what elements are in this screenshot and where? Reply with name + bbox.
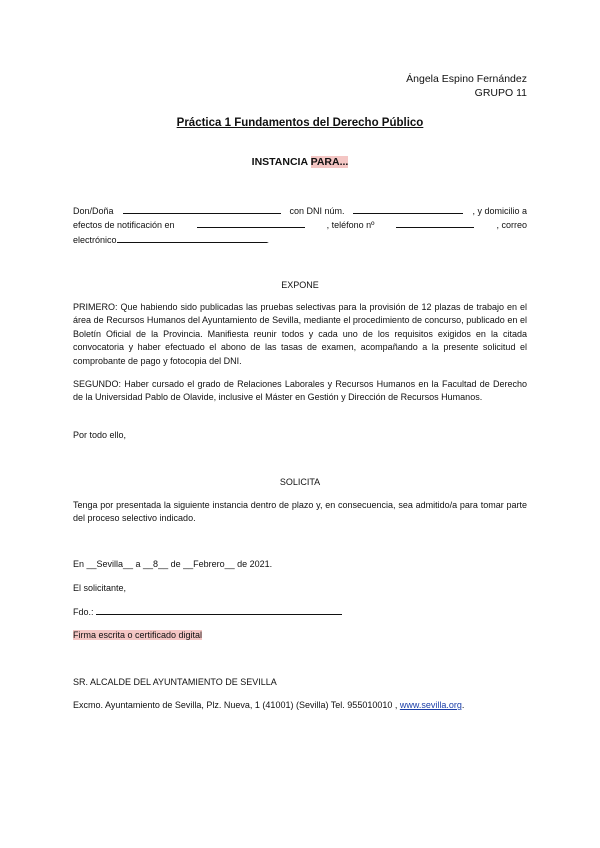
don-dona-label: Don/Doña [73, 206, 114, 216]
author-name: Ángela Espino Fernández [406, 73, 527, 85]
electronico-label: electrónico [73, 234, 117, 245]
document-title: Práctica 1 Fundamentos del Derecho Público [176, 117, 424, 129]
form-row-1 [73, 204, 527, 218]
author-block [300, 72, 527, 100]
solicita-heading: SOLICITA [279, 477, 321, 487]
dni-field[interactable] [353, 204, 463, 214]
solicitante-label: El solicitante, [73, 583, 127, 593]
name-field[interactable] [123, 204, 281, 214]
address-field[interactable] [197, 218, 305, 228]
firma-note: Firma escrita o certificado digital [73, 630, 203, 640]
segundo-paragraph: SEGUNDO: Haber cursado el grado de Relaciones Laborales y Recursos Humanos en la Facultad de Derecho de la Universidad Pablo de Olavide, inclusive el Máster en Gestión y Dirección de Recursos Humanos. [73, 379, 527, 403]
solicita-paragraph: Tenga por presentada la siguiente instancia dentro de plazo y, en consecuencia, sea admitido/a para tomar parte del proceso selectivo indicado. [73, 500, 527, 524]
fdo-row [73, 605, 527, 619]
website-link[interactable]: www.sevilla.org [399, 700, 462, 710]
form-row-2 [73, 218, 527, 232]
form-period: . [266, 234, 270, 245]
form-row-3 [73, 233, 527, 247]
firma-note-wrap [73, 629, 527, 642]
correo-label: , correo [496, 220, 527, 231]
instancia-main: INSTANCIA [251, 156, 311, 168]
date-line: En __Sevilla__ a __8__ de __Febrero__ de 2021. [73, 559, 273, 569]
address-text: Excmo. Ayuntamiento de Sevilla, Plz. Nueva, 1 (41001) (Sevilla) Tel. 955010010 , [73, 700, 400, 710]
group-label: GRUPO 11 [474, 87, 527, 99]
domicilio-label: , y domicilio a [472, 206, 527, 216]
email-field[interactable] [117, 233, 267, 243]
expone-heading: EXPONE [281, 280, 319, 290]
fdo-label: Fdo.: [73, 607, 94, 617]
alcalde-line: SR. ALCALDE DEL AYUNTAMIENTO DE SEVILLA [73, 677, 277, 687]
signature-field[interactable] [96, 605, 342, 615]
por-todo-text: Por todo ello, [73, 430, 127, 440]
primero-paragraph: PRIMERO: Que habiendo sido publicadas las pruebas selectivas para la provisión de 12 plazas de trabajo en el área de Recursos Humanos del Ayuntamiento de Sevilla, mediante el procedimiento de concurso, publicado en el Boletín Oficial de la Provincia. Manifiesta reunir todos y cada uno de los requisitos exigidos en la citada convocatoria y haber efectuado el abono de las tasas de examen, acompañando a la presente solicitud el comprobante de pago y fotocopia del DNI. [73, 302, 527, 366]
address-end: . [461, 700, 465, 710]
phone-field[interactable] [396, 218, 474, 228]
instancia-heading [0, 156, 600, 168]
address-line [73, 699, 527, 712]
instancia-highlight: PARA... [310, 156, 349, 168]
telefono-label: , teléfono nº [326, 220, 375, 231]
efectos-label: efectos de notificación en [73, 220, 175, 231]
personal-data-form [73, 204, 527, 247]
dni-label: con DNI núm. [289, 206, 345, 216]
